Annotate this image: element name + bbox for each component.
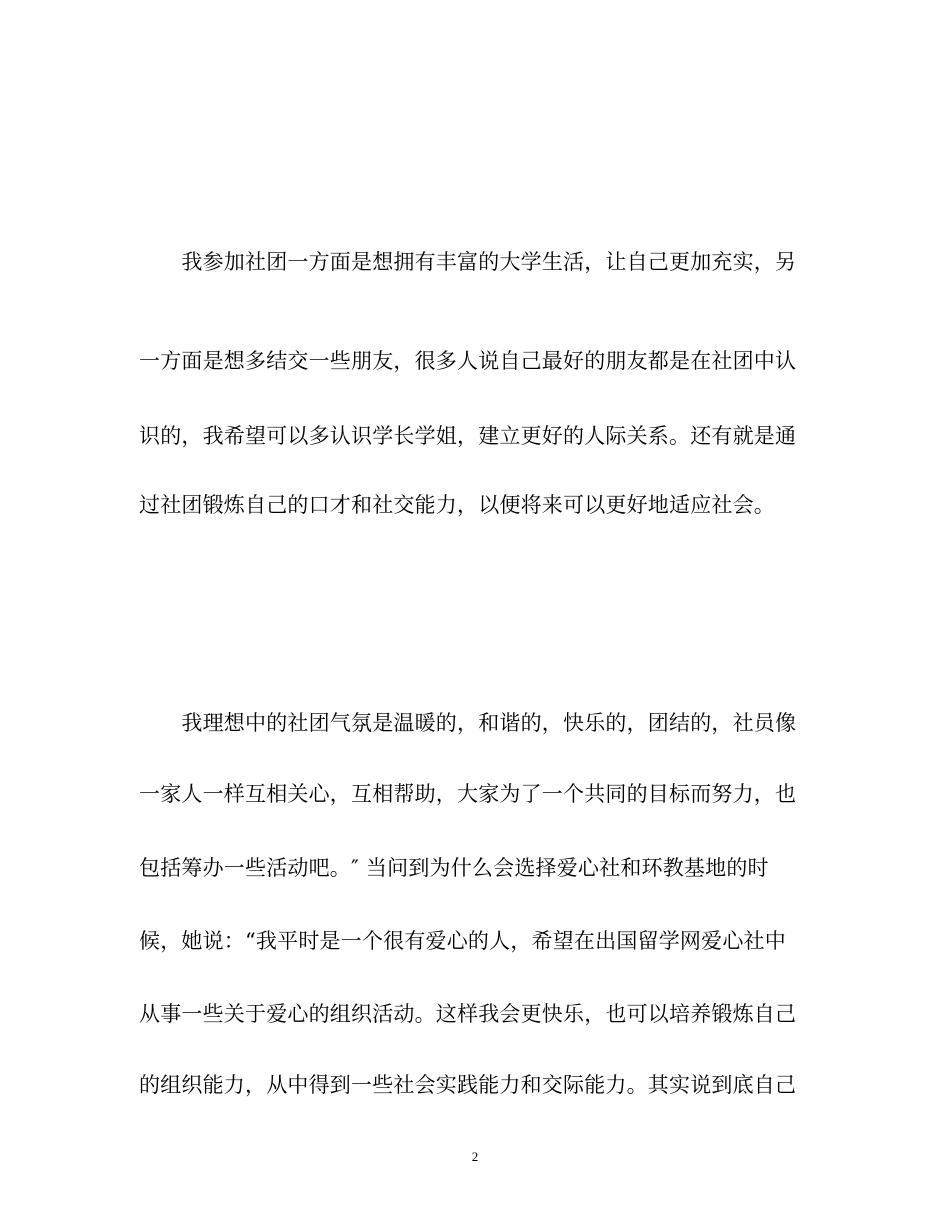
paragraph-line: 识的，我希望可以多认识学长学姐，建立更好的人际关系。还有就是通 xyxy=(139,424,797,448)
page-number: 2 xyxy=(471,1149,479,1164)
paragraph-line: 我理想中的社团气氛是温暖的，和谐的，快乐的，团结的，社员像 xyxy=(139,711,797,735)
paragraph-line: 的组织能力，从中得到一些社会实践能力和交际能力。其实说到底自己 xyxy=(139,1073,797,1097)
paragraph-line: 候，她说：“我平时是一个很有爱心的人，希望在出国留学网爱心社中 xyxy=(139,929,786,953)
paragraph-line: 我参加社团一方面是想拥有丰富的大学生活，让自己更加充实，另 xyxy=(139,250,797,274)
paragraph-line: 一家人一样互相关心，互相帮助，大家为了一个共同的目标而努力，也 xyxy=(139,782,797,806)
paragraph-line: 一方面是想多结交一些朋友，很多人说自己最好的朋友都是在社团中认 xyxy=(139,349,797,373)
paragraph-line: 包括筹办一些活动吧。″ 当问到为什么会选择爱心社和环教基地的时 xyxy=(139,856,769,880)
paragraph-line: 过社团锻炼自己的口才和社交能力，以便将来可以更好地适应社会。 xyxy=(139,493,775,517)
paragraph-line: 从事一些关于爱心的组织活动。这样我会更快乐，也可以培养锻炼自己 xyxy=(139,1002,797,1026)
